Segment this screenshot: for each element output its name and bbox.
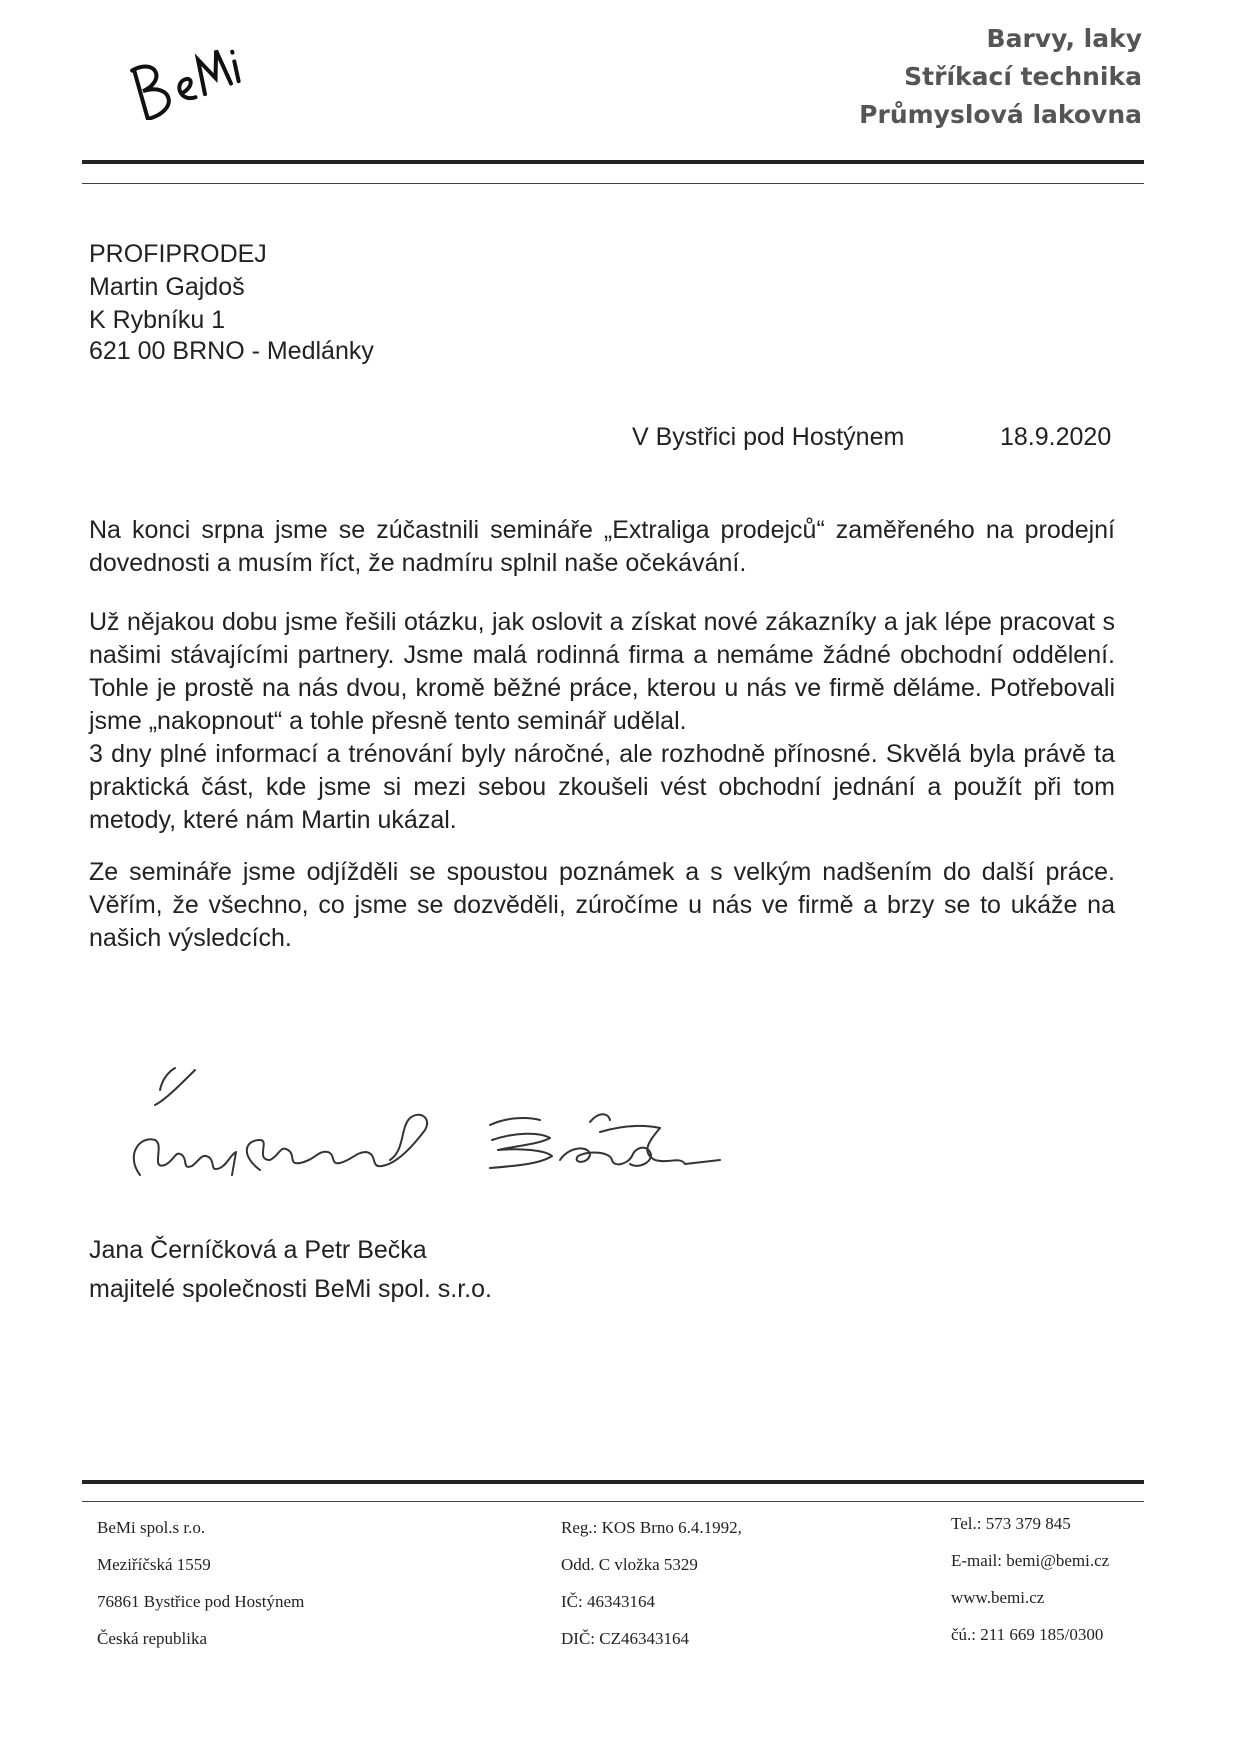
paragraph-conclusion: Ze semináře jsme odjížděli se spoustou poznámek a s velkým nadšením do další práce. Věřím, že všechno, co jsme se dozvěděli, zúročíme u nás ve firmě a brzy se to ukáže na našich výsledcích. <box>89 858 1115 952</box>
footer-country: Česká republika <box>97 1629 207 1648</box>
footer-divider-thin <box>82 1501 1144 1502</box>
footer-phone: Tel.: 573 379 845 <box>951 1514 1071 1533</box>
paragraph-benefits: 3 dny plné informací a trénování byly náročné, ale rozhodně přínosné. Skvělá byla právě ta praktická část, kde jsme si mezi sebou zkoušeli vést obchodní jednání a použít při tom metody, které nám Martin ukázal. <box>89 740 1115 834</box>
handwritten-signatures <box>120 1060 770 1190</box>
footer-divider-thick <box>82 1480 1144 1484</box>
recipient-street: K Rybníku 1 <box>89 306 226 334</box>
recipient-city: 621 00 BRNO - Medlánky <box>89 337 374 365</box>
header-divider-thick <box>82 160 1144 164</box>
footer-company-name: BeMi spol.s r.o. <box>97 1518 206 1537</box>
signatory-role: majitelé společnosti BeMi spol. s.r.o. <box>89 1275 492 1303</box>
footer-email-link[interactable]: E-mail: bemi@bemi.cz <box>951 1551 1110 1570</box>
letter-place: V Bystřici pod Hostýnem <box>632 423 905 451</box>
footer-ico: IČ: 46343164 <box>561 1592 655 1611</box>
footer-street: Meziříčská 1559 <box>97 1555 211 1574</box>
footer-register-section: Odd. C vložka 5329 <box>561 1555 698 1574</box>
recipient-name: Martin Gajdoš <box>89 273 245 301</box>
footer-dic: DIČ: CZ46343164 <box>561 1629 689 1648</box>
tagline-industrial-paint-shop: Průmyslová lakovna <box>859 100 1142 129</box>
footer-bank-account: čú.: 211 669 185/0300 <box>951 1625 1104 1644</box>
header-divider-thin <box>82 183 1144 184</box>
footer-registration: Reg.: KOS Brno 6.4.1992, <box>561 1518 742 1537</box>
footer-city: 76861 Bystřice pod Hostýnem <box>97 1592 305 1611</box>
footer-website-link[interactable]: www.bemi.cz <box>951 1588 1045 1607</box>
recipient-company: PROFIPRODEJ <box>89 240 267 268</box>
tagline-paints: Barvy, laky <box>986 24 1142 53</box>
signatory-names: Jana Černíčková a Petr Bečka <box>89 1236 427 1264</box>
paragraph-intro: Na konci srpna jsme se zúčastnili semináře „Extraliga prodejců“ zaměřeného na prodejní dovednosti a musím říct, že nadmíru splnil naše očekávání. <box>89 516 1115 577</box>
company-logo <box>118 20 248 120</box>
letter-date: 18.9.2020 <box>1000 423 1112 451</box>
paragraph-problem: Už nějakou dobu jsme řešili otázku, jak oslovit a získat nové zákazníky a jak lépe pracovat s našimi stávajícími partnery. Jsme malá rodinná firma a nemáme žádné obchodní oddělení. Tohle je prostě na nás dvou, kromě běžné práce, kterou u nás ve firmě děláme. Potřebovali jsme „nakopnout“ a tohle přesně tento seminář udělal. <box>89 608 1115 735</box>
tagline-spray-technology: Stříkací technika <box>904 62 1142 91</box>
